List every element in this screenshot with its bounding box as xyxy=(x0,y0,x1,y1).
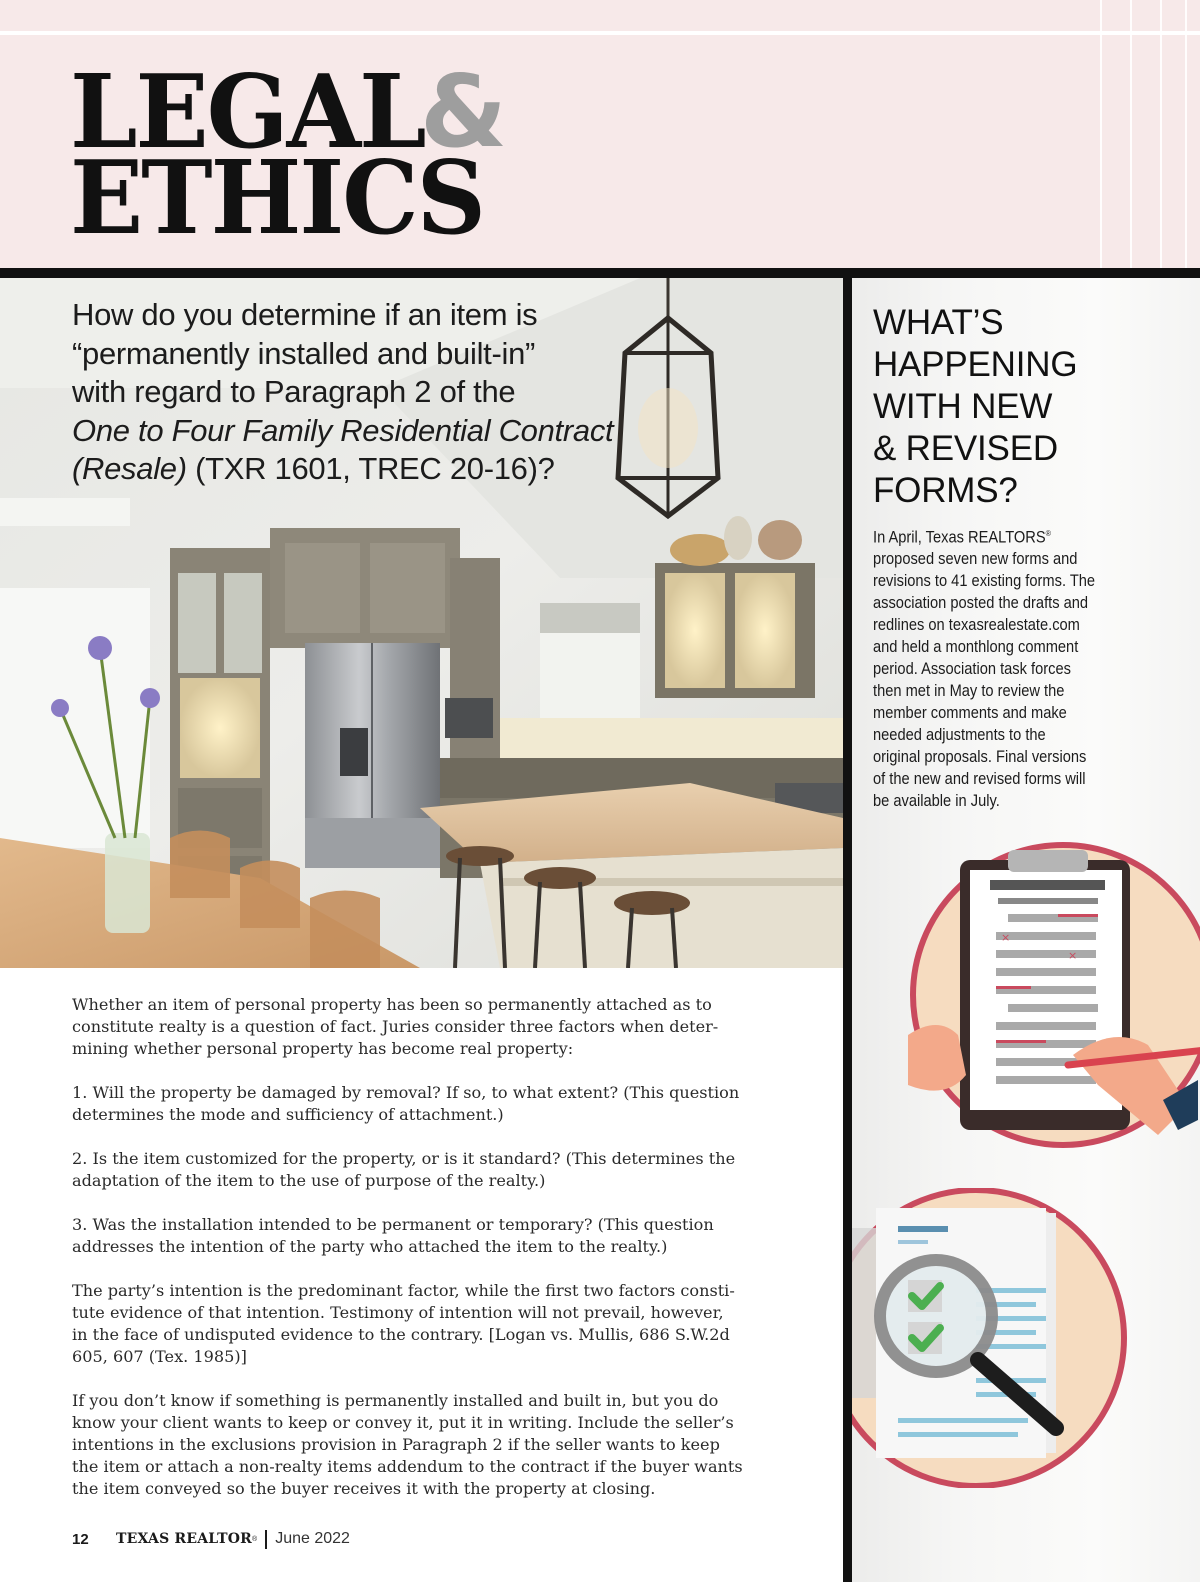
text-line: intentions in the exclusions provision in Paragraph 2 if the seller wants to keep xyxy=(72,1435,720,1454)
lead-question xyxy=(72,296,632,489)
section-title-ampersand: & xyxy=(420,53,508,170)
question-line: “permanently installed and built-in” xyxy=(72,335,536,371)
page-number: 12 xyxy=(72,1530,89,1548)
text-line: addresses the intention of the party who attached the item to the realty.) xyxy=(72,1237,668,1256)
paragraph-factor-3 xyxy=(72,1214,787,1258)
text-line: the item conveyed so the buyer receives it with the property at closing. xyxy=(72,1479,656,1498)
page-footer xyxy=(72,1528,350,1550)
magazine-name: TEXAS REALTOR xyxy=(116,1531,253,1547)
magnifier-checklist-icon xyxy=(852,1188,1136,1488)
text-line: Whether an item of personal property has been so permanently attached as to xyxy=(72,995,712,1014)
contract-title-resale: (Resale) xyxy=(72,451,187,486)
text-line: original proposals. Final versions xyxy=(873,748,1087,767)
paragraph-advice xyxy=(72,1390,787,1500)
text-line: 3. Was the installation intended to be permanent or temporary? (This question xyxy=(72,1215,714,1234)
text-line: tute evidence of that intention. Testimony of intention will not prevail, however, xyxy=(72,1303,724,1322)
question-line: How do you determine if an item is xyxy=(72,297,538,332)
text-line: adaptation of the item to the use of purpose of the realty.) xyxy=(72,1171,546,1190)
sidebar-heading xyxy=(873,302,1183,512)
text-line: determines the mode and sufficiency of attachment.) xyxy=(72,1105,504,1124)
sidebar-forms-update xyxy=(852,278,1200,1582)
heading-line: WITH NEW xyxy=(873,387,1053,426)
text-line: know your client wants to keep or convey it, put it in writing. Include the seller’s xyxy=(72,1413,734,1432)
contract-form-numbers: (TXR 1601, TREC 20-16)? xyxy=(186,451,555,486)
text-line: The party’s intention is the predominant factor, while the first two factors consti- xyxy=(72,1281,735,1300)
text-line: constitute realty is a question of fact. Juries consider three factors when deter- xyxy=(72,1017,719,1036)
section-header xyxy=(0,0,1200,268)
article-body xyxy=(72,994,787,1522)
text-line: 1. Will the property be damaged by removal? If so, to what extent? (This question xyxy=(72,1083,740,1102)
question-line: with regard to Paragraph 2 of the xyxy=(72,374,516,409)
clipboard-document-icon xyxy=(908,840,1200,1150)
header-decor-line xyxy=(1160,0,1162,268)
registered-mark: ® xyxy=(1045,529,1051,538)
text-line: member comments and make xyxy=(873,704,1067,723)
paragraph-factor-2 xyxy=(72,1148,787,1192)
footer-separator xyxy=(265,1530,267,1549)
registered-mark: ® xyxy=(252,1535,258,1543)
paragraph-intention xyxy=(72,1280,787,1368)
section-title-legal: LEGAL xyxy=(70,52,425,172)
text-line: revisions to 41 existing forms. The xyxy=(873,572,1096,591)
text-line: be available in July. xyxy=(873,792,1000,811)
hand-icon xyxy=(908,1025,966,1091)
text-line: If you don’t know if something is permanently installed and built in, but you do xyxy=(72,1391,719,1410)
text-line: then met in May to review the xyxy=(873,682,1065,701)
heading-line: HAPPENING xyxy=(873,345,1078,384)
header-decor-line xyxy=(1130,0,1132,268)
header-rule xyxy=(0,268,1200,278)
text-line xyxy=(873,523,1161,548)
text-line: mining whether personal property has become real property: xyxy=(72,1039,574,1058)
paragraph-intro xyxy=(72,994,787,1060)
svg-text:×: × xyxy=(1001,931,1011,944)
issue-date: June 2022 xyxy=(275,1530,350,1547)
text-line: in the face of undisputed evidence to the contrary. [Logan vs. Mullis, 686 S.W.2d xyxy=(72,1325,730,1344)
text-line: the item or attach a non-realty items addendum to the contract if the buyer wants xyxy=(72,1457,743,1476)
text-line: redlines on texasrealestate.com xyxy=(873,616,1080,635)
question-line xyxy=(72,412,632,451)
text-line: 605, 607 (Tex. 1985)] xyxy=(72,1347,247,1366)
text-line: 2. Is the item customized for the property, or is it standard? (This determines the xyxy=(72,1149,736,1168)
header-decor-line xyxy=(1185,0,1187,268)
header-decor-line xyxy=(1100,0,1102,268)
contract-title: One to Four Family Residential Contract xyxy=(72,412,614,448)
text-line: association posted the drafts and xyxy=(873,594,1089,613)
sidebar-text-start: In April, Texas REALTORS xyxy=(873,528,1046,547)
heading-line: FORMS? xyxy=(873,471,1018,510)
heading-line: WHAT’S xyxy=(873,303,1004,342)
sidebar-body xyxy=(873,523,1161,812)
svg-text:×: × xyxy=(1068,949,1078,962)
paragraph-factor-1 xyxy=(72,1082,787,1126)
header-top-line xyxy=(0,31,1200,35)
section-title-ethics: ETHICS xyxy=(70,138,484,258)
sidebar-divider xyxy=(843,278,852,1582)
heading-line: & REVISED xyxy=(873,429,1058,468)
text-line: proposed seven new forms and xyxy=(873,550,1078,569)
text-line: and held a monthlong comment xyxy=(873,638,1079,657)
question-line xyxy=(72,450,632,489)
text-line: needed adjustments to the xyxy=(873,726,1046,745)
text-line: of the new and revised forms will xyxy=(873,770,1086,789)
text-line: period. Association task forces xyxy=(873,660,1071,679)
